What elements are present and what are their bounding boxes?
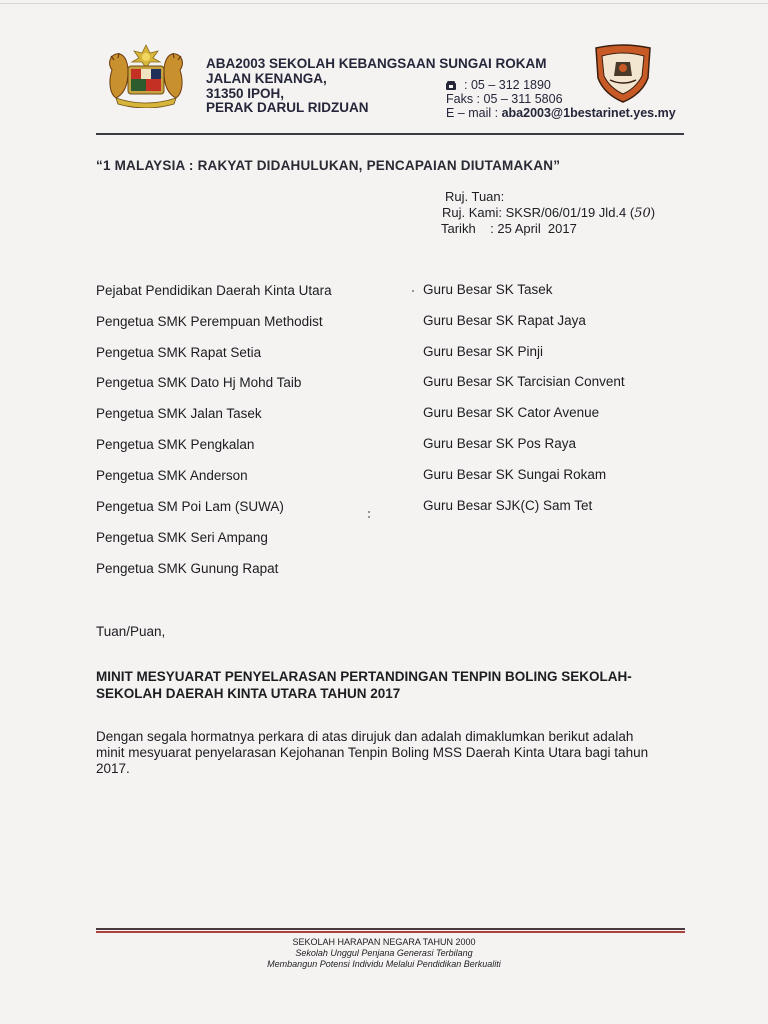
school-name: ABA2003 SEKOLAH KEBANGSAAN SUNGAI ROKAM xyxy=(206,56,547,71)
recipient-right: Guru Besar SK Cator Avenue xyxy=(423,405,600,420)
recipient-left: Pengetua SMK Rapat Setia xyxy=(96,345,262,360)
salutation: Tuan/Puan, xyxy=(96,624,166,639)
recipient-left: Pengetua SMK Seri Ampang xyxy=(96,530,268,545)
phone-row xyxy=(446,79,551,93)
recipient-left: Pengetua SMK Dato Hj Mohd Taib xyxy=(96,375,302,390)
recipient-right: Guru Besar SK Rapat Jaya xyxy=(423,313,586,328)
body-line-1: Dengan segala hormatnya perkara di atas dirujuk dan adalah dimaklumkan berikut adalah xyxy=(96,729,634,744)
ruj-kami: Ruj. Kami: SKSR/06/01/19 Jld.4 (50) xyxy=(442,205,656,221)
recipient-left: Pengetua SM Poi Lam (SUWA) xyxy=(96,499,284,514)
body-line-2: minit mesyuarat penyelarasan Kejohanan Tenpin Boling MSS Daerah Kinta Utara bagi tahun xyxy=(96,745,649,760)
email-row xyxy=(446,107,676,121)
recipient-left: Pengetua SMK Gunung Rapat xyxy=(96,561,279,576)
email-label: E – mail : xyxy=(446,106,502,120)
footer-line-1: SEKOLAH HARAPAN NEGARA TAHUN 2000 xyxy=(292,937,476,947)
handwritten-number: 50 xyxy=(634,206,651,221)
school-crest-logo xyxy=(592,42,654,104)
phone-number: : 05 – 312 1890 xyxy=(464,78,551,92)
subject-line-1: MINIT MESYUARAT PENYELARASAN PERTANDINGAN TENPIN BOLING SEKOLAH- xyxy=(96,669,632,684)
recipient-right: Guru Besar SK Pinji xyxy=(423,344,544,359)
recipient-right: Guru Besar SK Tasek xyxy=(423,282,553,297)
telephone-icon xyxy=(446,80,456,89)
header-divider xyxy=(96,133,684,135)
footer-rule-red xyxy=(96,931,685,933)
recipient-left: Pejabat Pendidikan Daerah Kinta Utara xyxy=(96,283,332,298)
recipient-left: Pengetua SMK Pengkalan xyxy=(96,437,255,452)
recipient-right: Guru Besar SK Pos Raya xyxy=(423,436,577,451)
body-line-3: 2017. xyxy=(96,761,130,776)
ruj-tuan: Ruj. Tuan: xyxy=(445,189,505,204)
tarikh: Tarikh : 25 April 2017 xyxy=(441,221,577,236)
scan-dot xyxy=(368,511,370,513)
recipient-left: Pengetua SMK Anderson xyxy=(96,468,248,483)
footer-line-3: Membangun Potensi Individu Melalui Pendidikan Berkualiti xyxy=(267,959,501,969)
address-line-2: 31350 IPOH, xyxy=(206,86,285,101)
fax-number: Faks : 05 – 311 5806 xyxy=(446,92,563,106)
recipient-right: Guru Besar SK Tarcisian Convent xyxy=(423,374,625,389)
slogan: “1 MALAYSIA : RAKYAT DIDAHULUKAN, PENCAPAIAN DIUTAMAKAN” xyxy=(96,158,561,173)
scan-dot xyxy=(368,516,370,518)
footer-line-2: Sekolah Unggul Penjana Generasi Terbilang xyxy=(295,948,473,958)
recipient-left: Pengetua SMK Jalan Tasek xyxy=(96,406,262,421)
footer-rule-dark xyxy=(96,928,685,930)
subject-line-2: SEKOLAH DAERAH KINTA UTARA TAHUN 2017 xyxy=(96,686,401,701)
recipient-left: Pengetua SMK Perempuan Methodist xyxy=(96,314,323,329)
email-address: aba2003@1bestarinet.yes.my xyxy=(501,106,676,120)
scan-edge-line xyxy=(0,3,768,4)
recipient-right: Guru Besar SJK(C) Sam Tet xyxy=(423,498,593,513)
address-line-3: PERAK DARUL RIDZUAN xyxy=(206,100,369,115)
address-line-1: JALAN KENANGA, xyxy=(206,71,327,86)
scan-dot xyxy=(412,290,414,292)
recipient-right: Guru Besar SK Sungai Rokam xyxy=(423,467,607,482)
coat-of-arms-logo xyxy=(98,42,194,108)
